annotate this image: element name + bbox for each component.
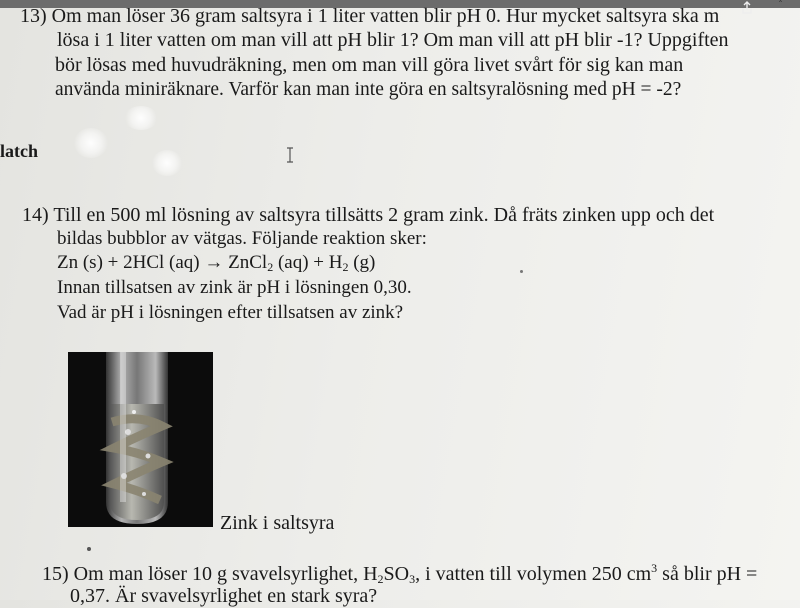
question-13-number: 13) — [20, 5, 47, 27]
subscript: 2 — [342, 260, 349, 274]
question-14-line-5: Vad är pH i lösningen efter tillsatsen av zink? — [57, 302, 404, 323]
zinc-in-acid-photo — [68, 352, 213, 527]
question-14-line-4: Innan tillsatsen av zink är pH i lösningen 0,30. — [57, 277, 412, 298]
question-14-line-1 — [22, 203, 714, 227]
light-glare — [74, 128, 108, 158]
reaction-product-2-state: (g) — [348, 252, 376, 273]
question-13-line-1 — [20, 4, 719, 28]
reaction-arrow: → — [204, 252, 224, 273]
reaction-reactants: Zn (s) + 2HCl (aq) — [57, 252, 200, 273]
question-14-number: 14) — [22, 204, 49, 226]
subscript: 2 — [267, 260, 274, 274]
question-15-text-1c: , i vatten till volymen 250 cm — [415, 563, 652, 585]
question-15-text-1d: så blir pH = — [657, 563, 758, 585]
question-15-text-1a: Om man löser 10 g svavelsyrlighet, H — [73, 563, 378, 585]
question-14-line-2: bildas bubblor av vätgas. Följande reaktion sker: — [57, 228, 427, 249]
text-cursor-icon — [286, 147, 294, 163]
chevron-icon[interactable]: ˆ — [778, 0, 783, 11]
subscript: 2 — [377, 572, 384, 586]
question-13-line-3: bör lösas med huvudräkning, men om man vill göra livet svårt för sig kan man — [55, 54, 684, 76]
reaction-equation — [57, 251, 375, 275]
test-tube-illustration — [68, 352, 213, 527]
question-15-text-1b: SO — [383, 563, 410, 585]
superscript: 3 — [651, 561, 658, 575]
question-13-line-4: använda miniräknare. Varför kan man inte göra en saltsyralösning med pH = -2? — [55, 79, 682, 100]
question-15-line-2: 0,37. Är svavelsyrlighet en stark syra? — [70, 585, 378, 607]
reaction-product-1: ZnCl — [228, 252, 268, 273]
speck — [520, 270, 523, 273]
speck — [87, 547, 91, 551]
reaction-product-1-state: (aq) + H — [273, 252, 343, 273]
question-15-number: 15) — [42, 563, 69, 585]
light-glare — [152, 150, 182, 176]
question-14-text-1: Till en 500 ml lösning av saltsyra tillsätts 2 gram zink. Då fräts zinken upp och det — [53, 204, 715, 226]
image-caption: Zink i saltsyra — [220, 512, 335, 534]
section-heading: latch — [0, 141, 38, 161]
question-13-text-1: Om man löser 36 gram saltsyra i 1 liter vatten blir pH 0. Hur mycket saltsyra ska m — [51, 5, 720, 27]
share-icon[interactable] — [740, 1, 754, 15]
question-13-line-2: lösa i 1 liter vatten om man vill att pH blir 1? Om man vill att pH blir -1? Uppgiften — [57, 29, 729, 51]
question-15-line-1 — [42, 562, 757, 586]
subscript: 3 — [409, 572, 416, 586]
light-glare — [124, 106, 158, 130]
